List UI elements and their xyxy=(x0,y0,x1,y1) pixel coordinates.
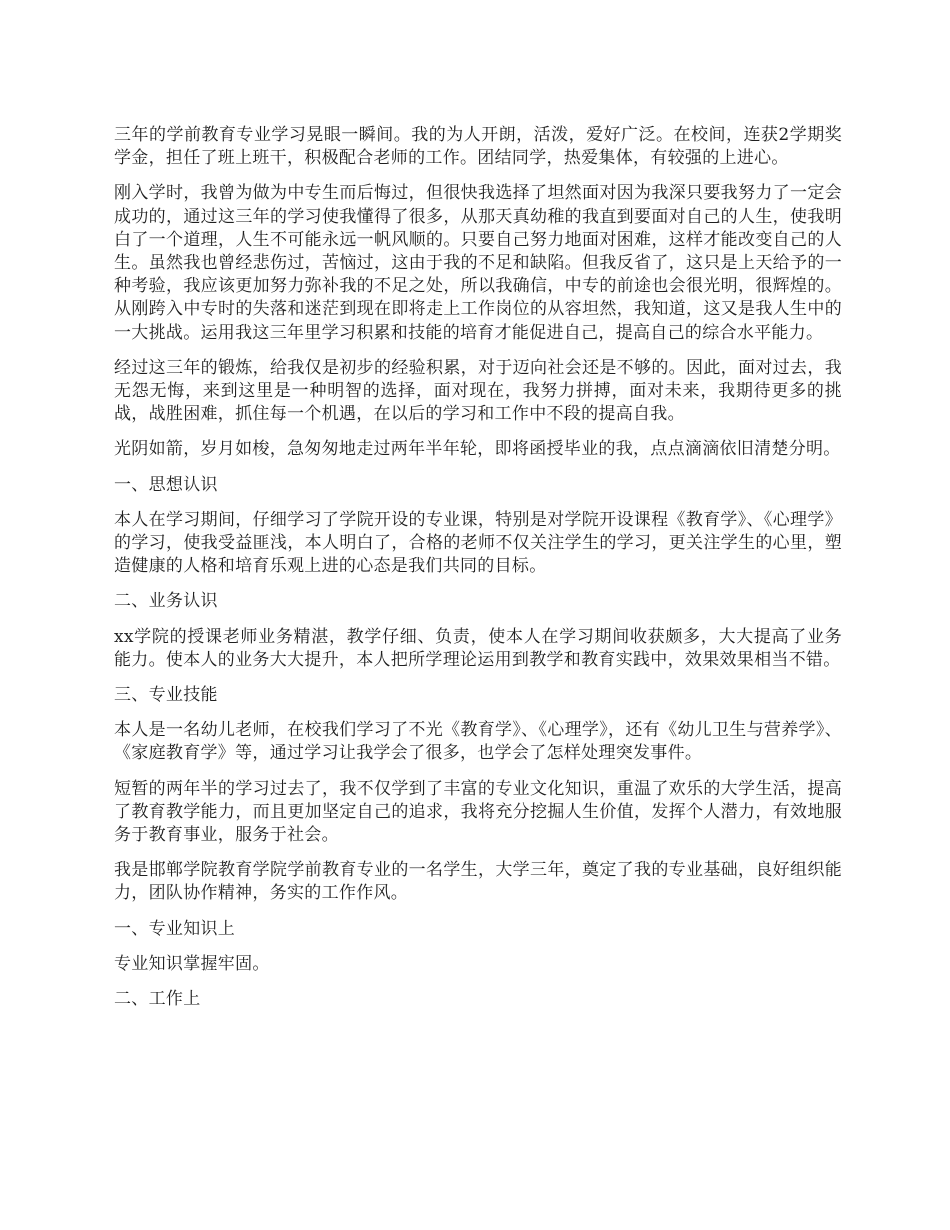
paragraph-knowledge: 专业知识掌握牢固。 xyxy=(114,953,270,974)
paragraph-student: 我是邯郸学院教育学院学前教育专业的一名学生，大学三年，奠定了我的专业基础，良好组织能力，团队协作精神，务实的工作作风。 xyxy=(114,860,842,904)
section-heading-skills: 三、专业技能 xyxy=(114,685,218,706)
paragraph-time: 光阴如箭，岁月如梭，急匆匆地走过两年半年轮，即将函授毕业的我，点点滴滴依旧清楚分明。 xyxy=(114,439,841,460)
paragraph-ideology: 本人在学习期间，仔细学习了学院开设的专业课，特别是对学院开设课程《教育学》、《心理学》的学习，使我受益匪浅，本人明白了，合格的老师不仅关注学生的学习，更关注学生的心里，塑造健康的人格和培育乐观上进的心态是我们共同的目标。 xyxy=(114,509,842,577)
document-body xyxy=(114,124,842,1023)
paragraph-enrollment: 刚入学时，我曾为做为中专生而后悔过，但很快我选择了坦然面对因为我深只要我努力了一定会成功的，通过这三年的学习使我懂得了很多，从那天真幼稚的我直到要面对自己的人生，使我明白了一个道理，人生不可能永远一帆风顺的。只要自己努力地面对困难，这样才能改变自己的人生。虽然我也曾经悲伤过，苦恼过，这由于我的不足和缺陷。但我反省了，这只是上天给予的一种考验，我应该更加努力弥补我的不足之处，所以我确信，中专的前途也会很光明，很辉煌的。从刚跨入中专时的失落和迷茫到现在即将走上工作岗位的从容坦然，我知道，这又是我人生中的一大挑战。运用我这三年里学习积累和技能的培育才能促进自己，提高自己的综合水平能力。 xyxy=(114,183,842,343)
paragraph-intro: 三年的学前教育专业学习晃眼一瞬间。我的为人开朗，活泼，爱好广泛。在校间，连获2学期奖学金，担任了班上班干，积极配合老师的工作。团结同学，热爱集体，有较强的上进心。 xyxy=(114,125,842,169)
section-heading-work: 二、工作上 xyxy=(114,989,201,1010)
section-heading-business: 二、业务认识 xyxy=(114,591,218,612)
paragraph-summary: 短暂的两年半的学习过去了，我不仅学到了丰富的专业文化知识，重温了欢乐的大学生活，提高了教育教学能力，而且更加坚定自己的追求，我将充分挖掘人生价值，发挥个人潜力，有效地服务于教育事业，服务于社会。 xyxy=(114,778,842,846)
paragraph-skills: 本人是一名幼儿老师，在校我们学习了不光《教育学》、《心理学》，还有《幼儿卫生与营养学》、《家庭教育学》等，通过学习让我学会了很多，也学会了怎样处理突发事件。 xyxy=(114,720,842,764)
section-heading-ideology: 一、思想认识 xyxy=(114,474,218,495)
paragraph-training: 经过这三年的锻炼，给我仅是初步的经验积累，对于迈向社会还是不够的。因此，面对过去，我无怨无悔，来到这里是一种明智的选择，面对现在，我努力拼搏，面对未来，我期待更多的挑战，战胜困难，抓住每一个机遇，在以后的学习和工作中不段的提高自我。 xyxy=(114,357,842,425)
paragraph-business: xx学院的授课老师业务精湛，教学仔细、负责，使本人在学习期间收获颇多，大大提高了业务能力。使本人的业务大大提升，本人把所学理论运用到教学和教育实践中，效果效果相当不错。 xyxy=(114,626,842,670)
section-heading-knowledge: 一、专业知识上 xyxy=(114,918,236,939)
